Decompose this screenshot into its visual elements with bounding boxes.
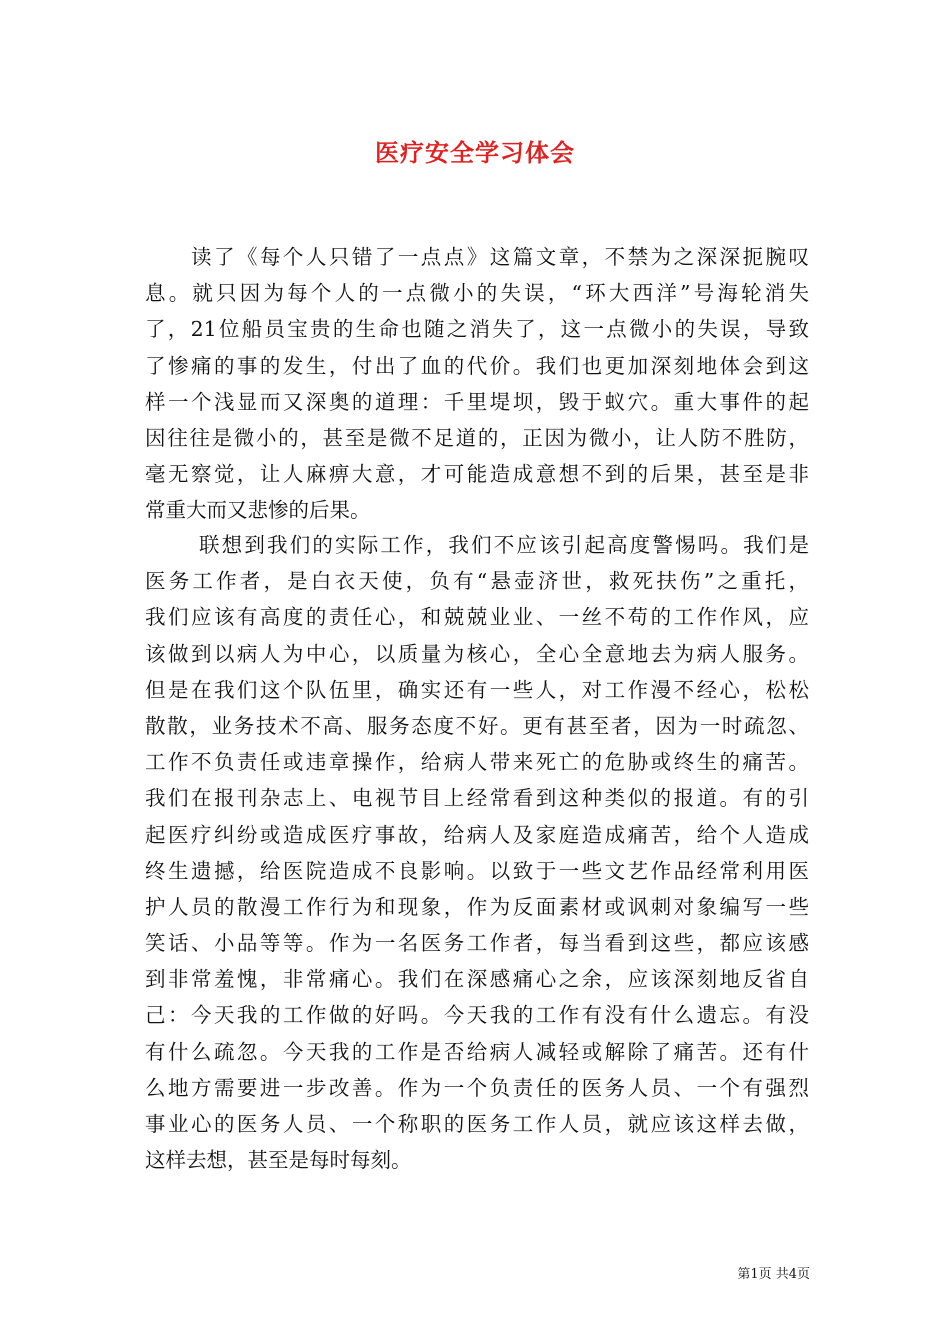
paragraph-line: 散散，业务技术不高、服务态度不好。更有甚至者，因为一时疏忽、 [145,713,809,738]
paragraph-line: 工作不负责任或违章操作，给病人带来死亡的危胁或终生的痛苦。 [145,750,809,775]
paragraph-line: 起医疗纠纷或造成医疗事故，给病人及家庭造成痛苦，给个人造成 [145,822,809,847]
paragraph-line: 读了《每个人只错了一点点》这篇文章，不禁为之深深扼腕叹 [191,245,809,269]
paragraph-line: 但是在我们这个队伍里，确实还有一些人，对工作漫不经心，松松 [145,677,809,702]
paragraph-line: 常重大而又悲惨的后果。 [145,498,371,523]
paragraph-line: 终生遗撼，给医院造成不良影响。以致于一些文艺作品经常利用医 [145,858,809,883]
paragraph-line: 么地方需要进一步改善。作为一个负责任的医务人员、一个有强烈 [145,1075,809,1100]
paragraph-line: 有什么疏忽。今天我的工作是否给病人减轻或解除了痛苦。还有什 [145,1039,809,1064]
paragraph-line: 因往往是微小的，甚至是微不足道的，正因为微小，让人防不胜防， [145,425,809,450]
paragraph-line: 这样去想，甚至是每时每刻。 [145,1148,412,1173]
paragraph-line: 己：今天我的工作做的好吗。今天我的工作有没有什么遗忘。有没 [145,1003,809,1028]
document-title: 医疗安全学习体会 [375,138,575,167]
paragraph-1 [145,239,809,529]
paragraph-line: 了，21位船员宝贵的生命也随之消失了，这一点微小的失误，导致 [145,317,809,342]
paragraph-line: 我们在报刊杂志上、电视节目上经常看到这种类似的报道。有的引 [145,786,809,811]
paragraph-line: 息。就只因为每个人的一点微小的失误，“环大西洋”号海轮消失 [145,281,809,306]
page-number-footer: 第1页 共4页 [737,1267,810,1282]
paragraph-line: 毫无察觉，让人麻痹大意，才可能造成意想不到的后果，甚至是非 [145,462,809,487]
paragraph-line: 了惨痛的事的发生，付出了血的代价。我们也更加深刻地体会到这 [145,353,809,378]
paragraph-line: 样一个浅显而又深奥的道理：千里堤坝，毁于蚁穴。重大事件的起 [145,389,809,414]
paragraph-2 [145,527,809,1178]
paragraph-line: 笑话、小品等等。作为一名医务工作者，每当看到这些，都应该感 [145,931,809,956]
paragraph-line: 到非常羞愧，非常痛心。我们在深感痛心之余，应该深刻地反省自 [145,967,809,992]
paragraph-line: 该做到以病人为中心，以质量为核心，全心全意地去为病人服务。 [145,641,809,666]
paragraph-line: 医务工作者，是白衣天使，负有“悬壶济世，救死扶伤”之重托， [145,569,809,594]
paragraph-line: 护人员的散漫工作行为和现象，作为反面素材或讽刺对象编写一些 [145,894,809,919]
paragraph-line: 联想到我们的实际工作，我们不应该引起高度警惕吗。我们是 [199,533,809,557]
paragraph-line: 事业心的医务人员、一个称职的医务工作人员，就应该这样去做， [145,1112,809,1136]
paragraph-line: 我们应该有高度的责任心，和兢兢业业、一丝不苟的工作作风，应 [145,605,809,630]
